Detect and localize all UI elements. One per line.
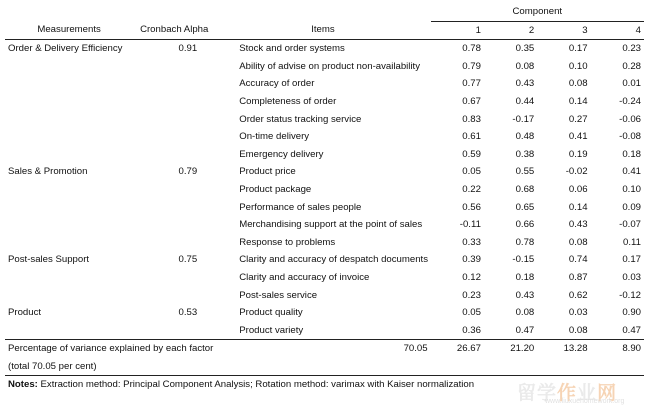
component-1-cell: 0.12 xyxy=(462,271,481,283)
component-3-cell: 0.62 xyxy=(568,289,588,301)
item-cell: Merchandising support at the point of sales xyxy=(239,219,423,231)
component-4-cell: 0.01 xyxy=(622,78,641,90)
col-cronbach-alpha: Cronbach Alpha xyxy=(133,21,215,40)
measurement-cell: Product xyxy=(8,307,42,319)
component-4-cell: -0.07 xyxy=(619,219,641,231)
component-1-cell: 0.33 xyxy=(462,236,481,248)
component-1-cell: 0.36 xyxy=(462,324,481,336)
col-component-3: 3 xyxy=(537,21,590,40)
component-3-cell: 0.17 xyxy=(568,43,588,55)
factor-analysis-table xyxy=(5,3,644,376)
component-1-cell: -0.11 xyxy=(459,219,481,231)
component-2-cell: 0.43 xyxy=(515,78,535,90)
table-row xyxy=(5,93,644,111)
variance-c3: 13.28 xyxy=(537,340,590,358)
item-cell: Emergency delivery xyxy=(239,148,324,160)
measurement-cell xyxy=(5,93,133,111)
table-row xyxy=(5,234,644,252)
variance-total: 70.05 xyxy=(215,340,430,358)
component-2-cell: 0.47 xyxy=(515,324,535,336)
component-3-cell: 0.19 xyxy=(568,148,588,160)
component-4-cell: -0.12 xyxy=(619,289,641,301)
component-1-cell: 0.78 xyxy=(462,43,481,55)
component-3-cell: 0.14 xyxy=(568,201,588,213)
component-3-cell: 0.43 xyxy=(568,219,588,231)
measurement-cell: Post-sales Support xyxy=(8,254,90,266)
table-row xyxy=(5,75,644,93)
alpha-cell xyxy=(133,146,215,164)
component-1-cell: 0.59 xyxy=(462,148,481,160)
table-row xyxy=(5,163,644,181)
variance-c2: 21.20 xyxy=(484,340,537,358)
alpha-cell xyxy=(133,287,215,305)
component-1-cell: 0.23 xyxy=(462,289,481,301)
component-2-cell: 0.38 xyxy=(515,148,535,160)
table-row xyxy=(5,181,644,199)
component-4-cell: 0.47 xyxy=(622,324,641,336)
table-row xyxy=(5,146,644,164)
measurement-cell xyxy=(5,128,133,146)
item-cell: Product quality xyxy=(239,307,303,319)
component-2-cell: -0.17 xyxy=(512,113,535,125)
alpha-cell: 0.53 xyxy=(178,307,198,319)
component-1-cell: 0.22 xyxy=(462,183,481,195)
measurement-cell: Order & Delivery Efficiency xyxy=(8,43,123,55)
alpha-cell xyxy=(133,93,215,111)
component-label: Component xyxy=(431,3,644,21)
measurement-cell xyxy=(5,181,133,199)
col-items: Items xyxy=(215,21,430,40)
item-cell: Clarity and accuracy of despatch documents xyxy=(239,254,429,266)
table-row xyxy=(5,216,644,234)
alpha-cell xyxy=(133,181,215,199)
component-4-cell: -0.24 xyxy=(619,95,641,107)
variance-total-row xyxy=(5,358,644,376)
alpha-cell xyxy=(133,128,215,146)
component-3-cell: 0.41 xyxy=(568,131,588,143)
col-component-2: 2 xyxy=(484,21,537,40)
component-1-cell: 0.05 xyxy=(462,307,481,319)
measurement-cell xyxy=(5,287,133,305)
col-component-4: 4 xyxy=(591,21,644,40)
summary-body xyxy=(5,340,644,376)
component-2-cell: 0.43 xyxy=(515,289,535,301)
notes-label: Notes: xyxy=(8,379,38,390)
item-cell: Completeness of order xyxy=(239,95,337,107)
component-2-cell: -0.15 xyxy=(512,254,535,266)
measurement-cell: Sales & Promotion xyxy=(8,166,88,178)
component-2-cell: 0.65 xyxy=(515,201,535,213)
measurement-cell xyxy=(5,146,133,164)
component-4-cell: 0.28 xyxy=(622,60,641,72)
component-4-cell: 0.10 xyxy=(622,183,641,195)
item-cell: Post-sales service xyxy=(239,289,318,301)
variance-label: Percentage of variance explained by each factor xyxy=(5,340,215,358)
component-3-cell: 0.87 xyxy=(568,271,588,283)
item-cell: Product price xyxy=(239,166,296,178)
component-2-cell: 0.55 xyxy=(515,166,535,178)
alpha-cell xyxy=(133,234,215,252)
table-row xyxy=(5,269,644,287)
item-cell: Product package xyxy=(239,183,312,195)
watermark-url: www.liuxuehomework.org xyxy=(545,398,625,405)
variance-row xyxy=(5,340,644,358)
component-2-cell: 0.35 xyxy=(515,43,535,55)
alpha-cell: 0.79 xyxy=(178,166,198,178)
table-body xyxy=(5,40,644,340)
component-4-cell: 0.03 xyxy=(622,271,641,283)
component-4-cell: 0.18 xyxy=(622,148,641,160)
component-2-cell: 0.08 xyxy=(515,307,535,319)
component-3-cell: 0.14 xyxy=(568,95,588,107)
column-header-row xyxy=(5,21,644,40)
item-cell: Accuracy of order xyxy=(239,78,315,90)
component-2-cell: 0.44 xyxy=(515,95,535,107)
component-1-cell: 0.61 xyxy=(462,131,481,143)
variance-c1: 26.67 xyxy=(431,340,484,358)
component-1-cell: 0.83 xyxy=(462,113,481,125)
component-4-cell: -0.06 xyxy=(619,113,641,125)
component-1-cell: 0.67 xyxy=(462,95,481,107)
alpha-cell xyxy=(133,75,215,93)
measurement-cell xyxy=(5,75,133,93)
notes-text: Extraction method: Principal Component Analysis; Rotation method: varimax with Kaiser normalization xyxy=(37,379,475,390)
table-row xyxy=(5,128,644,146)
component-4-cell: 0.90 xyxy=(622,307,641,319)
table-row xyxy=(5,287,644,305)
measurement-cell xyxy=(5,269,133,287)
alpha-cell: 0.91 xyxy=(178,43,198,55)
table-row xyxy=(5,304,644,322)
component-1-cell: 0.77 xyxy=(462,78,481,90)
variance-c4: 8.90 xyxy=(591,340,644,358)
component-4-cell: 0.11 xyxy=(623,236,641,248)
component-2-cell: 0.68 xyxy=(515,183,535,195)
component-2-cell: 0.18 xyxy=(515,271,535,283)
component-4-cell: 0.17 xyxy=(622,254,641,266)
watermark-chars: 留学作业网 xyxy=(517,382,618,404)
watermark-logo xyxy=(517,378,637,408)
measurement-cell xyxy=(5,322,133,340)
item-cell: Stock and order systems xyxy=(239,43,345,55)
item-cell: Order status tracking service xyxy=(239,113,362,125)
component-header-row xyxy=(5,3,644,21)
component-3-cell: 0.03 xyxy=(568,307,588,319)
measurement-cell xyxy=(5,234,133,252)
variance-total-label: (total 70.05 per cent) xyxy=(5,358,644,376)
component-3-cell: 0.27 xyxy=(568,113,588,125)
alpha-cell xyxy=(133,216,215,234)
table-row xyxy=(5,40,644,58)
component-3-cell: 0.08 xyxy=(568,78,588,90)
alpha-cell xyxy=(133,269,215,287)
table-notes xyxy=(8,379,474,390)
component-1-cell: 0.79 xyxy=(462,60,481,72)
component-2-cell: 0.08 xyxy=(515,60,535,72)
component-2-cell: 0.66 xyxy=(515,219,535,231)
item-cell: Performance of sales people xyxy=(239,201,362,213)
component-4-cell: -0.08 xyxy=(619,131,641,143)
component-2-cell: 0.78 xyxy=(515,236,535,248)
alpha-cell: 0.75 xyxy=(178,254,198,266)
table-row xyxy=(5,322,644,340)
measurement-cell xyxy=(5,111,133,129)
table-row xyxy=(5,58,644,76)
component-3-cell: 0.08 xyxy=(568,236,588,248)
component-2-cell: 0.48 xyxy=(515,131,535,143)
table-row xyxy=(5,199,644,217)
component-1-cell: 0.05 xyxy=(462,166,481,178)
component-3-cell: 0.06 xyxy=(568,183,588,195)
component-3-cell: -0.02 xyxy=(565,166,588,178)
measurement-cell xyxy=(5,58,133,76)
measurement-cell xyxy=(5,199,133,217)
alpha-cell xyxy=(133,58,215,76)
component-3-cell: 0.74 xyxy=(568,254,588,266)
alpha-cell xyxy=(133,199,215,217)
measurement-cell xyxy=(5,216,133,234)
alpha-cell xyxy=(133,111,215,129)
item-cell: Clarity and accuracy of invoice xyxy=(239,271,370,283)
alpha-cell xyxy=(133,322,215,340)
item-cell: Product variety xyxy=(239,324,304,336)
component-4-cell: 0.23 xyxy=(622,43,641,55)
item-cell: Response to problems xyxy=(239,236,336,248)
item-cell: On-time delivery xyxy=(239,131,310,143)
col-component-1: 1 xyxy=(431,21,484,40)
component-3-cell: 0.10 xyxy=(568,60,588,72)
component-1-cell: 0.39 xyxy=(462,254,481,266)
item-cell: Ability of advise on product non-availability xyxy=(239,60,421,72)
col-measurements: Measurements xyxy=(5,21,133,40)
component-1-cell: 0.56 xyxy=(462,201,481,213)
table-row xyxy=(5,111,644,129)
component-4-cell: 0.09 xyxy=(622,201,641,213)
component-3-cell: 0.08 xyxy=(568,324,588,336)
component-4-cell: 0.41 xyxy=(622,166,641,178)
table-row xyxy=(5,251,644,269)
